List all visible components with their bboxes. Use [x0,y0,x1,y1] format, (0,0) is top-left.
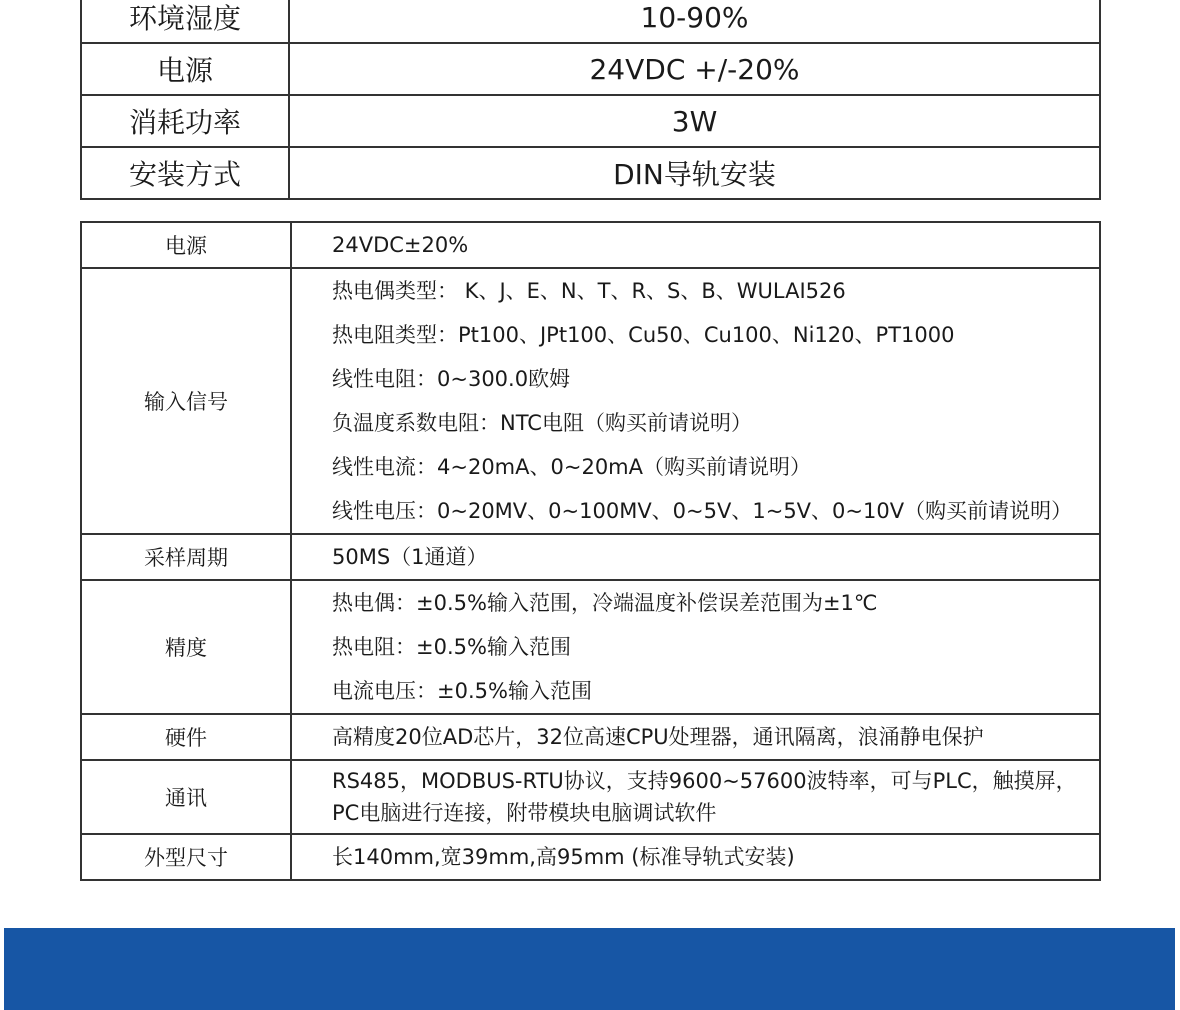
detail-value-line: 线性电流：4~20mA、0~20mA（购买前请说明） [332,455,811,479]
detail-row-accuracy [81,580,1100,714]
detail-label: 输入信号 [81,268,291,534]
spec-row-mounting [81,147,1100,199]
blue-footer-band [4,928,1175,1010]
detail-row-dimensions [81,834,1100,880]
detail-label: 外型尺寸 [81,834,291,880]
detail-row-sampling [81,534,1100,580]
detail-label: 采样周期 [81,534,291,580]
basic-spec-table [80,0,1101,200]
detail-value-line: 负温度系数电阻：NTC电阻（购买前请说明） [332,411,752,435]
detail-value: 24VDC±20% [332,233,469,257]
detail-value-line: 线性电阻：0~300.0欧姆 [332,367,571,391]
spec-value: 24VDC +/-20% [289,43,1100,95]
detail-row-communication [81,760,1100,834]
detail-row-hardware [81,714,1100,760]
detail-row-power [81,222,1100,268]
detail-value-line: PC电脑进行连接，附带模块电脑调试软件 [332,801,717,825]
detail-label: 通讯 [81,760,291,834]
detail-value-line: 热电阻：±0.5%输入范围 [332,635,571,659]
spec-row-humidity [81,0,1100,43]
spec-value: 10-90% [289,0,1100,43]
detail-value-line: 热电偶类型： K、J、E、N、T、R、S、B、WULAI526 [332,279,846,303]
detail-value: 长140mm,宽39mm,高95mm (标准导轨式安装) [332,845,795,869]
spec-label: 消耗功率 [81,95,289,147]
detail-row-input-signal [81,268,1100,534]
detail-label: 电源 [81,222,291,268]
detail-value-line: 热电阻类型：Pt100、JPt100、Cu50、Cu100、Ni120、PT1000 [332,323,955,347]
detail-value-line: 电流电压：±0.5%输入范围 [332,679,592,703]
spec-row-power [81,43,1100,95]
spec-value: DIN导轨安装 [289,147,1100,199]
spec-label: 环境湿度 [81,0,289,43]
spec-label: 电源 [81,43,289,95]
detail-value: 高精度20位AD芯片，32位高速CPU处理器，通讯隔离，浪涌静电保护 [332,725,984,749]
spec-value: 3W [289,95,1100,147]
spec-label: 安装方式 [81,147,289,199]
detail-value: 50MS（1通道） [332,545,488,569]
detail-label: 精度 [81,580,291,714]
spec-row-consumption [81,95,1100,147]
detail-label: 硬件 [81,714,291,760]
detail-spec-table [80,221,1101,881]
detail-value-line: 热电偶：±0.5%输入范围，冷端温度补偿误差范围为±1℃ [332,591,878,615]
detail-value-line: RS485，MODBUS-RTU协议，支持9600~57600波特率，可与PLC，触摸屏， [332,769,1077,793]
detail-value-line: 线性电压：0~20MV、0~100MV、0~5V、1~5V、0~10V（购买前请说明） [332,499,1073,523]
